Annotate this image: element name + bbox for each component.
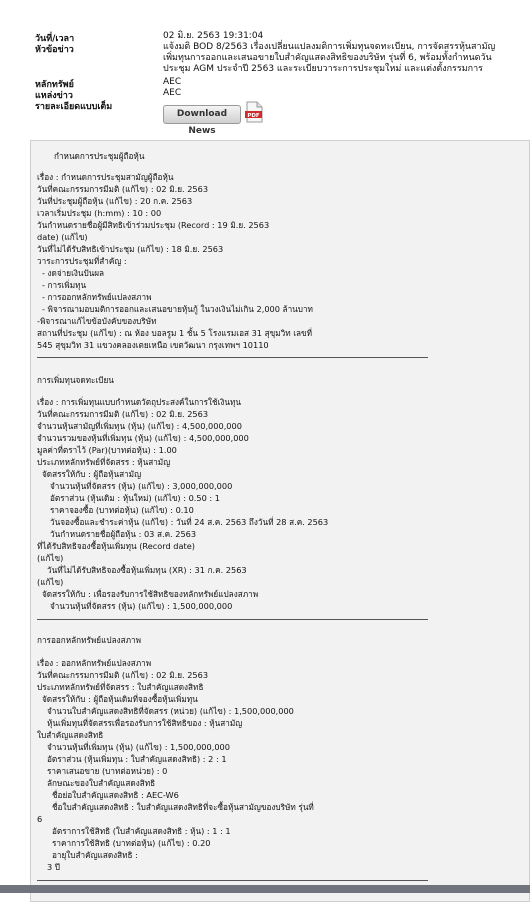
detail-line: วันที่ประชุมผู้ถือหุ้น (แก้ไข) : 20 ก.ค. 2563 bbox=[37, 196, 193, 206]
detail-line: - งดจ่ายเงินปันผล bbox=[42, 268, 105, 278]
topic-line-2: เพิ่มทุนการออกและเสนอขายใบสำคัญแสดงสิทธิของบริษัท รุ่นที่ 6, พร้อมทั้งกำหนดวัน bbox=[163, 53, 492, 63]
detail-line: อัตราส่วน (หุ้นเดิม : หุ้นใหม่) (แก้ไข) : 0.50 : 1 bbox=[50, 493, 220, 503]
detail-line: จำนวนหุ้นที่จัดสรร (หุ้น) (แก้ไข) : 1,500,000,000 bbox=[50, 601, 233, 611]
topic-line-3: ประชุม AGM ประจำปี 2563 และระเบียบวาระการประชุมใหม่ และแต่งตั้งกรรมการ bbox=[163, 64, 483, 74]
detail-line: วันที่คณะกรรมการมีมติ (แก้ไข) : 02 มิ.ย. 2563 bbox=[37, 184, 209, 194]
detail-line: อัตราการใช้สิทธิ (ใบสำคัญแสดงสิทธิ : หุ้น) : 1 : 1 bbox=[52, 826, 231, 836]
detail-line: - การเพิ่มทุน bbox=[42, 280, 87, 290]
datetime-value: 02 มิ.ย. 2563 19:31:04 bbox=[163, 31, 264, 41]
detail-line: จัดสรรให้กับ : ผู้ถือหุ้นสามัญ bbox=[42, 469, 142, 479]
taskbar bbox=[0, 885, 530, 893]
detail-line: -พิจารณาแก้ไขข้อบังคับของบริษัท bbox=[37, 316, 157, 326]
detail-label: รายละเอียดแบบเต็ม bbox=[35, 102, 113, 112]
topic-label: หัวข้อข่าว bbox=[35, 45, 74, 55]
detail-line: 3 ปี bbox=[47, 862, 61, 872]
detail-line: date) (แก้ไข) bbox=[37, 232, 88, 242]
section-divider bbox=[37, 619, 428, 620]
detail-line: จำนวนหุ้นที่เพิ่มทุน (หุ้น) (แก้ไข) : 1,500,000,000 bbox=[47, 742, 230, 752]
pdf-icon[interactable] bbox=[244, 101, 264, 123]
detail-line: ที่ได้รับสิทธิจองซื้อหุ้นเพิ่มทุน (Record date) bbox=[37, 541, 195, 551]
topic-line-1: แจ้งมติ BOD 8/2563 เรื่องเปลี่ยนแปลงมติการเพิ่มทุนจดทะเบียน, การจัดสรรหุ้นสามัญ bbox=[163, 42, 496, 52]
detail-line: เวลาเริ่มประชุม (h:mm) : 10 : 00 bbox=[37, 208, 162, 218]
detail-line: มูลค่าที่ตราไว้ (Par)(บาทต่อหุ้น) : 1.00 bbox=[37, 445, 177, 455]
detail-line: (แก้ไข) bbox=[37, 577, 64, 587]
detail-line: ราคาจองซื้อ (บาทต่อหุ้น) (แก้ไข) : 0.10 bbox=[50, 505, 194, 515]
detail-line: กำหนดการประชุมผู้ถือหุ้น bbox=[54, 151, 145, 161]
detail-line: 545 สุขุมวิท 31 แขวงคลองเตยเหนือ เขตวัฒนา กรุงเทพฯ 10110 bbox=[37, 340, 269, 350]
detail-line: ชื่อย่อใบสำคัญแสดงสิทธิ : AEC-W6 bbox=[52, 790, 179, 800]
security-label: หลักทรัพย์ bbox=[35, 80, 74, 90]
security-value: AEC bbox=[163, 77, 182, 87]
detail-line: ชื่อใบสำคัญแสดงสิทธิ : ใบสำคัญแสดงสิทธิที่จะซื้อหุ้นสามัญของบริษัท รุ่นที่ bbox=[52, 802, 314, 812]
detail-line: จำนวนรวมของหุ้นที่เพิ่มทุน (หุ้น) (แก้ไข) : 4,500,000,000 bbox=[37, 433, 249, 443]
datetime-label: วันที่/เวลา bbox=[35, 34, 75, 44]
download-news-button[interactable]: Download News bbox=[163, 105, 241, 124]
detail-line: จัดสรรให้กับ : เพื่อรองรับการใช้สิทธิของหลักทรัพย์แปลงสภาพ bbox=[42, 589, 259, 599]
detail-line: - พิจารณามอบมติการออกและเสนอขายหุ้นกู้ ในวงเงินไม่เกิน 2,000 ล้านบาท bbox=[42, 304, 313, 314]
detail-line: วาระการประชุมที่สำคัญ : bbox=[37, 256, 127, 266]
detail-line: สถานที่ประชุม (แก้ไข) : ณ ห้อง บอลรูม 1 ชั้น 5 โรงแรมเอส 31 สุขุมวิท เลขที่ bbox=[37, 328, 313, 338]
detail-line: จำนวนหุ้นสามัญที่เพิ่มทุน (หุ้น) (แก้ไข) : 4,500,000,000 bbox=[37, 421, 242, 431]
detail-line: เรื่อง : กำหนดการประชุมสามัญผู้ถือหุ้น bbox=[37, 172, 174, 182]
detail-line: หุ้นเพิ่มทุนที่จัดสรรเพื่อรองรับการใช้สิทธิของ : หุ้นสามัญ bbox=[47, 718, 243, 728]
detail-line: วันที่ไม่ได้รับสิทธิเข้าประชุม (แก้ไข) : 18 มิ.ย. 2563 bbox=[37, 244, 224, 254]
detail-line: อายุใบสำคัญแสดงสิทธิ : bbox=[52, 850, 138, 860]
detail-line: การเพิ่มทุนจดทะเบียน bbox=[37, 375, 114, 385]
detail-line: จำนวนใบสำคัญแสดงสิทธิที่จัดสรร (หน่วย) (แก้ไข) : 1,500,000,000 bbox=[47, 706, 294, 716]
section-divider bbox=[37, 880, 428, 881]
detail-line: จำนวนหุ้นที่จัดสรร (หุ้น) (แก้ไข) : 3,000,000,000 bbox=[50, 481, 233, 491]
source-value: AEC bbox=[163, 88, 182, 98]
detail-line: การออกหลักทรัพย์แปลงสภาพ bbox=[37, 635, 141, 645]
detail-line: วันที่คณะกรรมการมีมติ (แก้ไข) : 02 มิ.ย. 2563 bbox=[37, 409, 209, 419]
detail-line: วันที่คณะกรรมการมีมติ (แก้ไข) : 02 มิ.ย. 2563 bbox=[37, 670, 209, 680]
detail-line: (แก้ไข) bbox=[37, 553, 64, 563]
detail-line: - การออกหลักทรัพย์แปลงสภาพ bbox=[42, 292, 152, 302]
detail-line: จัดสรรให้กับ : ผู้ถือหุ้นเดิมที่จองซื้อหุ้นเพิ่มทุน bbox=[42, 694, 198, 704]
detail-line: วันจองซื้อและชำระค่าหุ้น (แก้ไข) : วันที่ 24 ส.ค. 2563 ถึงวันที่ 28 ส.ค. 2563 bbox=[50, 517, 329, 527]
detail-line: ประเภทหลักทรัพย์ที่จัดสรร : หุ้นสามัญ bbox=[37, 457, 171, 467]
detail-line: เรื่อง : ออกหลักทรัพย์แปลงสภาพ bbox=[37, 658, 152, 668]
detail-line: เรื่อง : การเพิ่มทุนแบบกำหนดวัตถุประสงค์ในการใช้เงินทุน bbox=[37, 397, 241, 407]
detail-line: วันกำหนดรายชื่อผู้มีสิทธิเข้าร่วมประชุม (Record : 19 มิ.ย. 2563 bbox=[37, 220, 270, 230]
detail-line: ประเภทหลักทรัพย์ที่จัดสรร : ใบสำคัญแสดงสิทธิ bbox=[37, 682, 204, 692]
detail-line: ราคาเสนอขาย (บาทต่อหน่วย) : 0 bbox=[47, 766, 168, 776]
source-label: แหล่งข่าว bbox=[35, 91, 73, 101]
detail-line: อัตราส่วน (หุ้นเพิ่มทุน : ใบสำคัญแสดงสิทธิ) : 2 : 1 bbox=[47, 754, 227, 764]
section-divider bbox=[37, 357, 428, 358]
detail-line: วันที่ไม่ได้รับสิทธิจองซื้อหุ้นเพิ่มทุน (XR) : 31 ก.ค. 2563 bbox=[47, 565, 247, 575]
detail-line: ใบสำคัญแสดงสิทธิ bbox=[37, 730, 104, 740]
detail-line: ลักษณะของใบสำคัญแสดงสิทธิ bbox=[47, 778, 156, 788]
svg-text:PDF: PDF bbox=[247, 112, 260, 119]
detail-line: 6 bbox=[37, 814, 43, 824]
detail-line: วันกำหนดรายชื่อผู้ถือหุ้น : 03 ส.ค. 2563 bbox=[50, 529, 197, 539]
detail-line: ราคาการใช้สิทธิ (บาทต่อหุ้น) (แก้ไข) : 0.20 bbox=[52, 838, 211, 848]
